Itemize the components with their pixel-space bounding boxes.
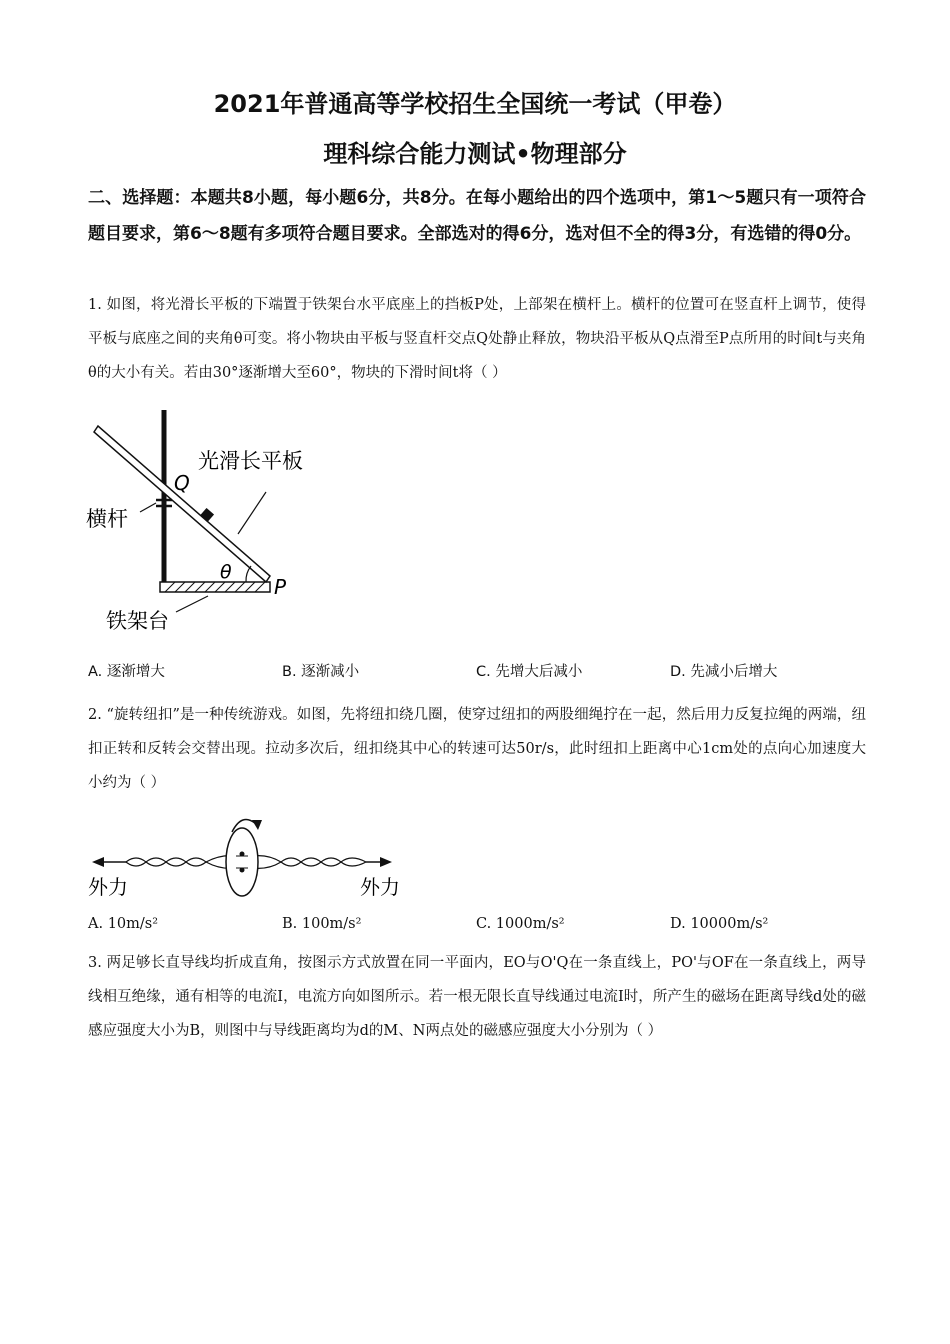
button-disk — [226, 828, 258, 896]
option-b[interactable]: B. 100m/s² — [282, 916, 362, 932]
crossbar-label: 横杆 — [86, 507, 128, 531]
option-c[interactable]: C. 先增大后减小 — [476, 664, 583, 680]
question-1-stem: 1. 如图，将光滑长平板的下端置于铁架台水平底座上的挡板P处，上部架在横杆上。横杆的位置可在竖直杆上调节，使得平板与底座之间的夹角θ可变。将小物块由平板与竖直杆交点Q处静止释放，物块沿平板从Q点滑至P点所用的时间t与夹角θ的大小有关。若由30°逐渐增大至60°，物块的下滑时间t将（ ） — [88, 297, 866, 381]
point-q-label: Q — [174, 471, 190, 495]
plate-label: 光滑长平板 — [198, 449, 303, 473]
section-instructions: 二、选择题：本题共8小题，每小题6分，共8分。在每小题给出的四个选项中，第1～5题只有一项符合题目要求，第6～8题有多项符合题目要求。全部选对的得6分，选对但不全的得3分，有选错的得0分。 — [88, 188, 866, 244]
option-d[interactable]: D. 先减小后增大 — [670, 664, 778, 680]
option-b[interactable]: B. 逐渐减小 — [282, 664, 360, 680]
exam-subtitle: 理科综合能力测试•物理部分 — [323, 140, 627, 168]
question-1-figure — [80, 400, 340, 640]
question-2-figure — [86, 810, 406, 905]
force-left-label: 外力 — [88, 875, 128, 899]
point-p-label: P — [274, 575, 287, 599]
question-3-stem: 3. 两足够长直导线均折成直角，按图示方式放置在同一平面内，EO与O'Q在一条直线上，PO'与OF在一条直线上，两导线相互绝缘，通有相等的电流I，电流方向如图所示。若一根无限长直导线通过电流I时，所产生的磁场在距离导线d处的磁感应强度大小为B，则图中与导线距离均为d的M、N两点处的磁感应强度大小分别为（ ） — [88, 955, 866, 1039]
force-right-label: 外力 — [360, 875, 400, 899]
option-a[interactable]: A. 10m/s² — [88, 916, 159, 932]
question-2-stem: 2. “旋转纽扣”是一种传统游戏。如图，先将纽扣绕几圈，使穿过纽扣的两股细绳拧在一起，然后用力反复拉绳的两端，纽扣正转和反转会交替出现。拉动多次后，纽扣绕其中心的转速可达50r/s，此时纽扣上距离中心1cm处的点向心加速度大小约为（ ） — [88, 707, 866, 791]
option-c[interactable]: C. 1000m/s² — [476, 916, 565, 932]
stand-label: 铁架台 — [106, 609, 169, 633]
theta-label: θ — [220, 561, 232, 583]
exam-title: 2021年普通高等学校招生全国统一考试（甲卷） — [213, 90, 737, 118]
right-arrow — [380, 857, 392, 867]
twisted-string-right — [252, 858, 366, 868]
option-d[interactable]: D. 10000m/s² — [670, 916, 769, 932]
twisted-string-left — [126, 858, 236, 868]
option-a[interactable]: A. 逐渐增大 — [88, 664, 165, 680]
left-arrow — [92, 857, 104, 867]
